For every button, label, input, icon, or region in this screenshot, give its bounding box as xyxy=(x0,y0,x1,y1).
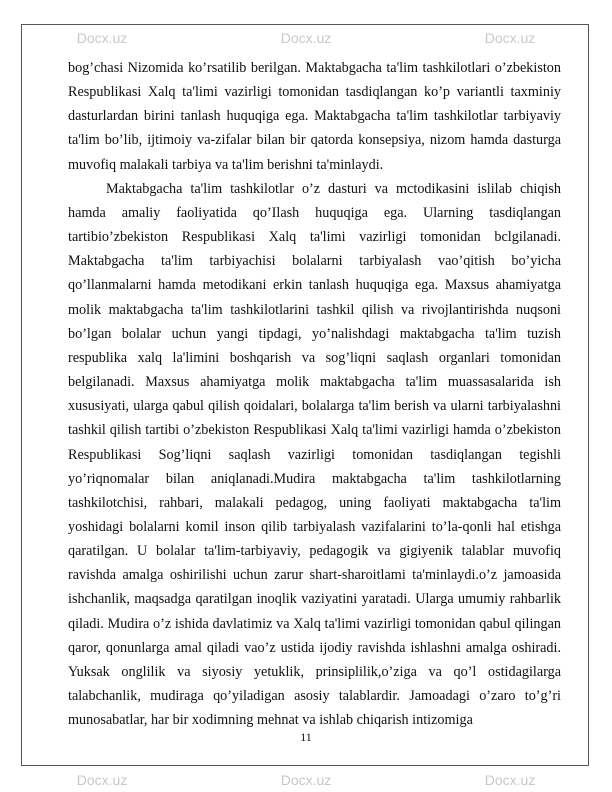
watermark-row xyxy=(0,30,612,46)
watermark-text: Docx.uz xyxy=(280,772,332,788)
paragraph-2: Maktabgacha ta'lim tashkilotlar o’z dasturi va mctodikasini islilab chiqish hamda amaliy faoliyatida qo’Ilash huquqiga ega. Ularning tasdiqlangan tartibio’zbekiston Respublikasi Xalq ta'limi vazirligi tomonidan bclgilanadi. Maktabgacha ta'lim tarbiyachisi bolalarni tarbiyalash vao’qitish bo’yicha qo’llanmalarni hamda metodikani erkin tanlash huquqiga ega. Maxsus ahamiyatga molik maktabgacha ta'lim tashkilotlarini tashkil qilish va rivojlantirishda nuqsoni bo’lgan bolalar uchun yangi tipdagi, yo’nalishdagi maktabgacha ta'lim tuzish respublika xalq la'limini boshqarish va sog’liqni saqlash organlari tomonidan belgilanadi. Maxsus ahamiyatga molik maktabgacha ta'lim muassasalarida ish xususiyati, ularga qabul qilish qoidalari, bolalarga ta'lim berish va ularni tarbiyalashni tashkil qilish tartibi o’zbekiston Respublikasi Xalq ta'limi vazirligi hamda o’zbekiston Respublikasi Sog’liqni saqlash vazirligi tomonidan tasdiqlangan tegishli yo’riqnomalar bilan aniqlanadi.Mudira maktabgacha ta'lim tashkilotlarning tashkilotchisi, rahbari, malakali pedagog, uning faoliyati maktabgacha ta'lim yoshidagi bolalarni komil inson qilib tarbiyalash vazifalarini to’la-qonli hal etishga qaratilgan. U bolalar ta'lim-tarbiyaviy, pedagogik va gigiyenik talablar muvofiq ravishda amalga oshirilishi uchun zarur shart-sharoitlami ta'minlaydi.o’z jamoasida ishchanlik, maqsadga qaratilgan inoqlik vaziyatini yaratadi. Ularga umumiy rahbarlik qiladi. Mudira o’z ishida davlatimiz va Xalq ta'limi vazirligi tomonidan qabul qilingan qaror, qonunlarga amal qiladi vao’z ustida ijodiy ravishda ishlashni amalga oshiradi. Yuksak onglilik va siyosiy yetuklik, prinsiplilik,o’ziga va qo’l ostidagilarga talabchanlik, mudiraga qo’yiladigan asosiy talablardir. Jamoadagi o’zaro to’g’ri munosabatlar, har bir xodimning mehnat va ishlab chiqarish intizomiga xyxy=(68,180,561,729)
watermark-text: Docx.uz xyxy=(76,30,128,46)
watermark-text: Docx.uz xyxy=(484,30,536,46)
page-number: 11 xyxy=(300,730,312,744)
watermark-row xyxy=(0,772,612,788)
paragraph-1: bog’chasi Nizomida ko’rsatilib berilgan. Maktabgacha ta'lim tashkilotlari o’zbekiston Respublikasi Xalq ta'limi vazirligi tomonidan tasdiqlangan ko’p variantli taxminiy dasturlardan birini tanlash huquqiga ega. Maktabgacha ta'lim tashkilotlar tarbiyaviy ta'lim bo’lib, ijtimoiy va-zifalar bilan bir qatorda konsepsiya, nizom hamda dasturga muvofiq malakali tarbiya va ta'lim berishni ta'minlaydi. xyxy=(68,60,561,173)
watermark-text: Docx.uz xyxy=(76,772,128,788)
watermark-text: Docx.uz xyxy=(280,30,332,46)
watermark-text: Docx.uz xyxy=(484,772,536,788)
document-body xyxy=(68,56,561,732)
